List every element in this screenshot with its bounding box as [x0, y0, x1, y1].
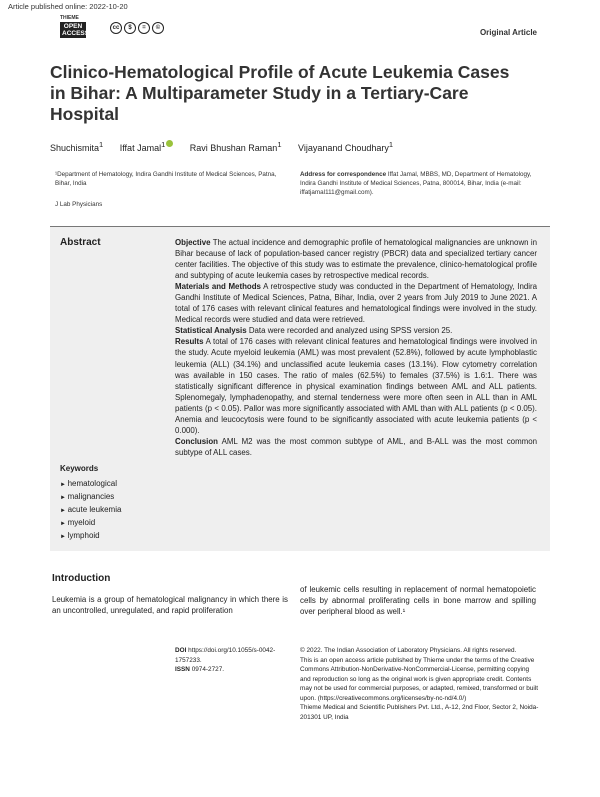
keyword-item[interactable]: ► myeloid [60, 517, 121, 530]
affiliation: ¹Department of Hematology, Indira Gandhi Institute of Medical Sciences, Patna, Bihar, India [55, 171, 277, 187]
noderivatives-icon: = [138, 22, 150, 34]
abstract-heading: Abstract [60, 237, 101, 248]
keyword-item[interactable]: ► lymphoid [60, 530, 121, 543]
author-list [50, 140, 407, 153]
doi-block [175, 646, 285, 675]
author[interactable]: Ravi Bhushan Raman$^1$ [189, 140, 282, 153]
keyword-item[interactable]: ► hematological [60, 478, 121, 491]
logo-access: ACCESS [62, 30, 90, 37]
author[interactable]: Iffat Jamal$^1$ [120, 143, 174, 153]
cc-icon: cc [110, 22, 122, 34]
logo-open: OPEN [63, 23, 83, 30]
creative-commons-icons[interactable] [110, 22, 164, 34]
noncommercial-icon: $ [124, 22, 136, 34]
journal-name: J Lab Physicians [55, 201, 103, 208]
section-badge: Original Article [479, 28, 537, 37]
copyright-icon: © [152, 22, 164, 34]
publisher-address: Thieme Medical and Scientific Publishers Pvt. Ltd., A-12, 2nd Floor, Sector 2, Noida-201301 UP, India [300, 704, 539, 721]
keyword-item[interactable]: ► acute leukemia [60, 504, 121, 517]
doi-line[interactable]: DOI https://doi.org/10.1055/s-0042-1757233. [175, 647, 276, 664]
introduction-column-1: Leukemia is a group of hematological malignancy in which there is an uncontrolled, unregulated, and rapid proliferation [52, 595, 288, 615]
abstract-body [175, 237, 537, 458]
introduction-heading: Introduction [52, 573, 111, 584]
abstract-objective: Objective The actual incidence and demographic profile of hematological malignancies are unknown in Bihar because of lack of population-based cancer registry (PBCR) data and specialized tertiary cancer center facilities. The objective of this study was to estimate the prevalence, clinico-hematological profile and subtyping of acute leukemia cases by retrospective medical records. [175, 238, 537, 281]
author[interactable]: Vijayanand Choudhary$^1$ [298, 140, 394, 153]
article-title: Clinico-Hematological Profile of Acute Leukemia Cases in Bihar: A Multiparameter Study in a Tertiary-Care Hospital [50, 62, 510, 124]
keyword-item[interactable]: ► malignancies [60, 491, 121, 504]
correspondence-address: Address for correspondence Iffat Jamal, MBBS, MD, Department of Hematology, Indira Gandhi Institute of Medical Sciences, Patna, 800014, Bihar, India (e-mail: iffatjamal111@gmail.com). [300, 171, 532, 196]
keywords-heading: Keywords [60, 464, 99, 473]
issn-line: ISSN 0974-2727. [175, 666, 225, 673]
orcid-icon[interactable] [166, 140, 173, 147]
abstract-results: Results A total of 176 cases with relevant clinical features and hematological findings were involved in the study. Acute myeloid leukemia (AML) was most prevalent (52.8%), followed by acute lymphoblastic leukemia (ALL) (34.1%) and unclassified acute leukemia cases (13.1%). Flow cytometry correlation was available in 150 cases. The ratio of males (62.5%) to females (37.5%) is 1.6:1. There was statistically significant difference in physical examination findings between AML and ALL patients. Splenomegaly, lymphadenopathy, and sternal tenderness were more often seen in ALL than in AML patients (p < 0.05). Pallor was more significantly associated with AML than with ALL patients (p < 0.05). Anemia and leucocytosis were found to be significantly associated with acute leukemia patients (p < 0.000). [175, 337, 537, 435]
introduction-column-2: of leukemic cells resulting in replacement of normal hematopoietic cells by abnormal proliferating cells in bone marrow and spilling over peripheral blood as well.¹ [300, 585, 536, 616]
publication-date: Article published online: 2022-10-20 [8, 2, 128, 11]
abstract-conclusion: Conclusion AML M2 was the most common subtype of AML, and B-ALL was the most common subtype of ALL cases. [175, 436, 537, 457]
logo-text: THIEME [60, 15, 79, 21]
license-text[interactable]: This is an open access article published by Thieme under the terms of the Creative Commons Attribution-NonDerivative-NonCommercial-License, permitting copying and reproduction so long as the original work is given appropriate credit. Contents may not be used for commercial purposes, or adapted, remixed, transformed or built upon. (https://creativecommons.org/licenses/by-nc-nd/4.0/) [300, 656, 538, 702]
copyright-line: © 2022. The Indian Association of Laboratory Physicians. All rights reserved. [300, 647, 517, 654]
abstract-methods: Materials and Methods A retrospective study was conducted in the Department of Hematology, Indira Gandhi Institute of Medical Sciences, Patna, Bihar, India, over 2 years from July 2019 to June 2021. A total of 176 cases with relevant clinical features and hematological findings were involved in the study. Medical records were studied and data were retrieved. [175, 282, 537, 325]
copyright-block [300, 646, 540, 722]
keywords-list [60, 478, 121, 543]
logo-open-access [60, 22, 90, 38]
author[interactable]: Shuchismita$^1$ [50, 140, 104, 153]
thieme-open-access-logo[interactable] [60, 15, 90, 43]
abstract-statistics: Statistical Analysis Data were recorded and analyzed using SPSS version 25. [175, 326, 453, 336]
